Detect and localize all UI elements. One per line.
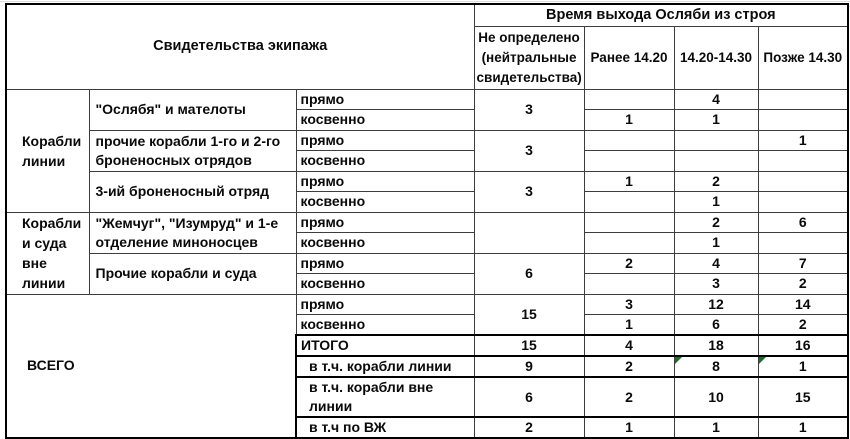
value-cell: 14 — [758, 294, 848, 315]
col-header-mid: 14.20-14.30 — [674, 26, 758, 89]
value-cell — [584, 151, 674, 172]
row-type-label: косвенно — [296, 151, 474, 172]
value-cell: 12 — [674, 294, 758, 315]
value-cell — [758, 356, 848, 377]
col-header-late: Позже 14.30 — [758, 26, 848, 89]
value-cell: 1 — [584, 417, 674, 438]
col-header-early: Ранее 14.20 — [584, 26, 674, 89]
group-label-non-line-ships: Корабли и суда вне линии — [6, 212, 89, 294]
row-type-label: косвенно — [296, 233, 474, 254]
value-cell — [584, 192, 674, 213]
error-indicator-icon — [675, 357, 682, 364]
row-type-label: прямо — [296, 294, 474, 315]
value-cell: 1 — [674, 110, 758, 131]
crew-testimony-header: Свидетельства экипажа — [6, 4, 474, 89]
value-text: 8 — [712, 358, 720, 374]
row-type-label: прямо — [296, 171, 474, 192]
value-cell: 3 — [584, 294, 674, 315]
value-cell — [674, 130, 758, 151]
value-cell: 2 — [474, 417, 584, 438]
value-cell: 18 — [674, 335, 758, 356]
value-cell — [674, 356, 758, 377]
row-type-label: косвенно — [296, 110, 474, 131]
row-type-label: косвенно — [296, 192, 474, 213]
value-cell: 1 — [758, 130, 848, 151]
value-cell: 2 — [674, 212, 758, 233]
testimony-table — [5, 3, 849, 439]
value-cell: 1 — [584, 110, 674, 131]
value-cell — [758, 110, 848, 131]
value-cell: 10 — [674, 377, 758, 417]
value-cell — [758, 151, 848, 172]
value-cell: 15 — [758, 377, 848, 417]
value-cell: 3 — [674, 274, 758, 295]
ship-label: 3-ий броненосный отряд — [89, 171, 296, 212]
value-cell: 1 — [758, 417, 848, 438]
value-cell — [584, 233, 674, 254]
ship-label: "Ослябя" и мателоты — [89, 89, 296, 130]
value-cell — [584, 274, 674, 295]
value-cell: 4 — [674, 253, 758, 274]
value-cell: 2 — [584, 356, 674, 377]
value-cell — [474, 212, 584, 253]
ship-label: прочие корабли 1-го и 2-го броненосных отрядов — [89, 130, 296, 171]
value-cell: 15 — [474, 335, 584, 356]
summary-row-label: в т.ч по ВЖ — [296, 417, 474, 438]
value-cell: 2 — [674, 171, 758, 192]
summary-row-label: в т.ч. корабли линии — [296, 356, 474, 377]
value-cell — [584, 89, 674, 110]
exit-time-header: Время выхода Осляби из строя — [474, 4, 848, 26]
value-cell — [584, 212, 674, 233]
value-cell: 4 — [674, 89, 758, 110]
value-cell — [758, 89, 848, 110]
gridline — [0, 1, 850, 2]
value-cell — [758, 233, 848, 254]
value-cell — [758, 171, 848, 192]
value-cell: 6 — [758, 212, 848, 233]
row-type-label: прямо — [296, 130, 474, 151]
value-cell: 3 — [474, 130, 584, 171]
value-cell: 3 — [474, 171, 584, 212]
value-cell: 6 — [674, 315, 758, 336]
value-cell: 3 — [474, 89, 584, 130]
error-indicator-icon — [759, 357, 766, 364]
value-cell: 2 — [758, 315, 848, 336]
value-cell — [674, 151, 758, 172]
value-cell — [758, 192, 848, 213]
value-cell: 2 — [584, 253, 674, 274]
value-cell — [584, 130, 674, 151]
value-cell: 16 — [758, 335, 848, 356]
row-type-label: прямо — [296, 253, 474, 274]
value-cell: 7 — [758, 253, 848, 274]
value-cell: 1 — [674, 233, 758, 254]
row-type-label: косвенно — [296, 315, 474, 336]
value-cell: 2 — [758, 274, 848, 295]
value-cell: 6 — [474, 377, 584, 417]
value-cell: 1 — [584, 315, 674, 336]
value-cell: 15 — [474, 294, 584, 335]
value-cell: 1 — [674, 417, 758, 438]
value-cell: 1 — [584, 171, 674, 192]
value-cell: 2 — [584, 377, 674, 417]
ship-label: Прочие корабли и суда — [89, 253, 296, 294]
row-type-label: косвенно — [296, 274, 474, 295]
value-cell: 1 — [674, 192, 758, 213]
value-text: 1 — [798, 358, 807, 374]
row-type-label: прямо — [296, 89, 474, 110]
value-cell: 6 — [474, 253, 584, 294]
group-label-line-ships: Корабли линии — [6, 89, 89, 212]
value-cell: 9 — [474, 356, 584, 377]
summary-row-label: ИТОГО — [296, 335, 474, 356]
col-header-neutral: Не определено (нейтральные свидетельства) — [474, 26, 584, 89]
row-type-label: прямо — [296, 212, 474, 233]
group-label-total: ВСЕГО — [6, 294, 296, 438]
value-cell: 4 — [584, 335, 674, 356]
ship-label: "Жемчуг", "Изумруд" и 1-е отделение миноносцев — [89, 212, 296, 253]
summary-row-label: в т.ч. корабли вне линии — [296, 377, 474, 417]
